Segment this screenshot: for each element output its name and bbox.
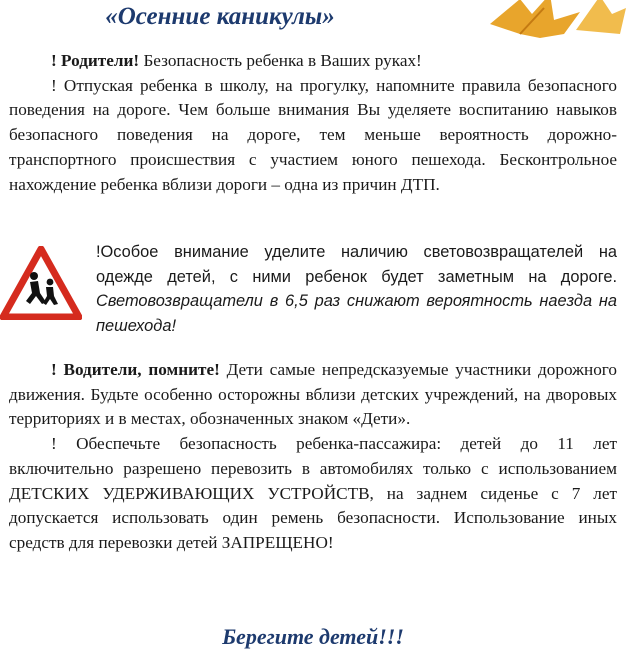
parents-lead-text: Безопасность ребенка в Ваших руках! bbox=[139, 51, 422, 70]
reflectors-emphasis: Световозвращатели в 6,5 раз снижают вероятность наезда на пешехода! bbox=[96, 292, 617, 336]
drivers-lead-text: Дети самые непредсказуемые участники дорожного движения. Будьте особенно осторожны вблизи детских учреждений, на дворовых территориях и в местах, обозначенных знаком «Дети». bbox=[9, 360, 618, 429]
parents-paragraph bbox=[9, 49, 617, 197]
page-title: «Осенние каникулы» bbox=[105, 3, 335, 30]
children-warning-sign-icon bbox=[0, 246, 82, 320]
passenger-safety-text: ! Обеспечьте безопасность ребенка-пассажира: детей до 11 лет включительно разрешено перевозить в автомобилях только с использованием ДЕТСКИХ УДЕРЖИВАЮЩИХ УСТРОЙСТВ, на заднем сиденье с 7 лет допускается использовать один ремень безопасности. Использование иных средств для перевозки детей ЗАПРЕЩЕНО! bbox=[9, 434, 617, 552]
reflectors-paragraph bbox=[96, 240, 617, 339]
reflectors-text: !Особое внимание уделите наличию световозвращателей на одежде детей, с ними ребенок будет заметным на дороге. bbox=[96, 243, 617, 286]
drivers-paragraph bbox=[9, 358, 617, 556]
closing-slogan: Берегите детей!!! bbox=[222, 624, 404, 649]
parents-body: ! Отпуская ребенка в школу, на прогулку, напомните правила безопасного поведения на дороге. Чем больше внимания Вы уделяете воспитанию навыков безопасного поведения на дороге, тем меньше вероятность дорожно-транспортного происшествия с участием юного пешехода. Бесконтрольное нахождение ребенка вблизи дороги – одна из причин ДТП. bbox=[9, 75, 617, 194]
parents-lead: ! Родители! bbox=[51, 51, 140, 70]
drivers-lead: ! Водители, помните! bbox=[51, 360, 220, 379]
autumn-leaves-decoration bbox=[480, 0, 626, 44]
